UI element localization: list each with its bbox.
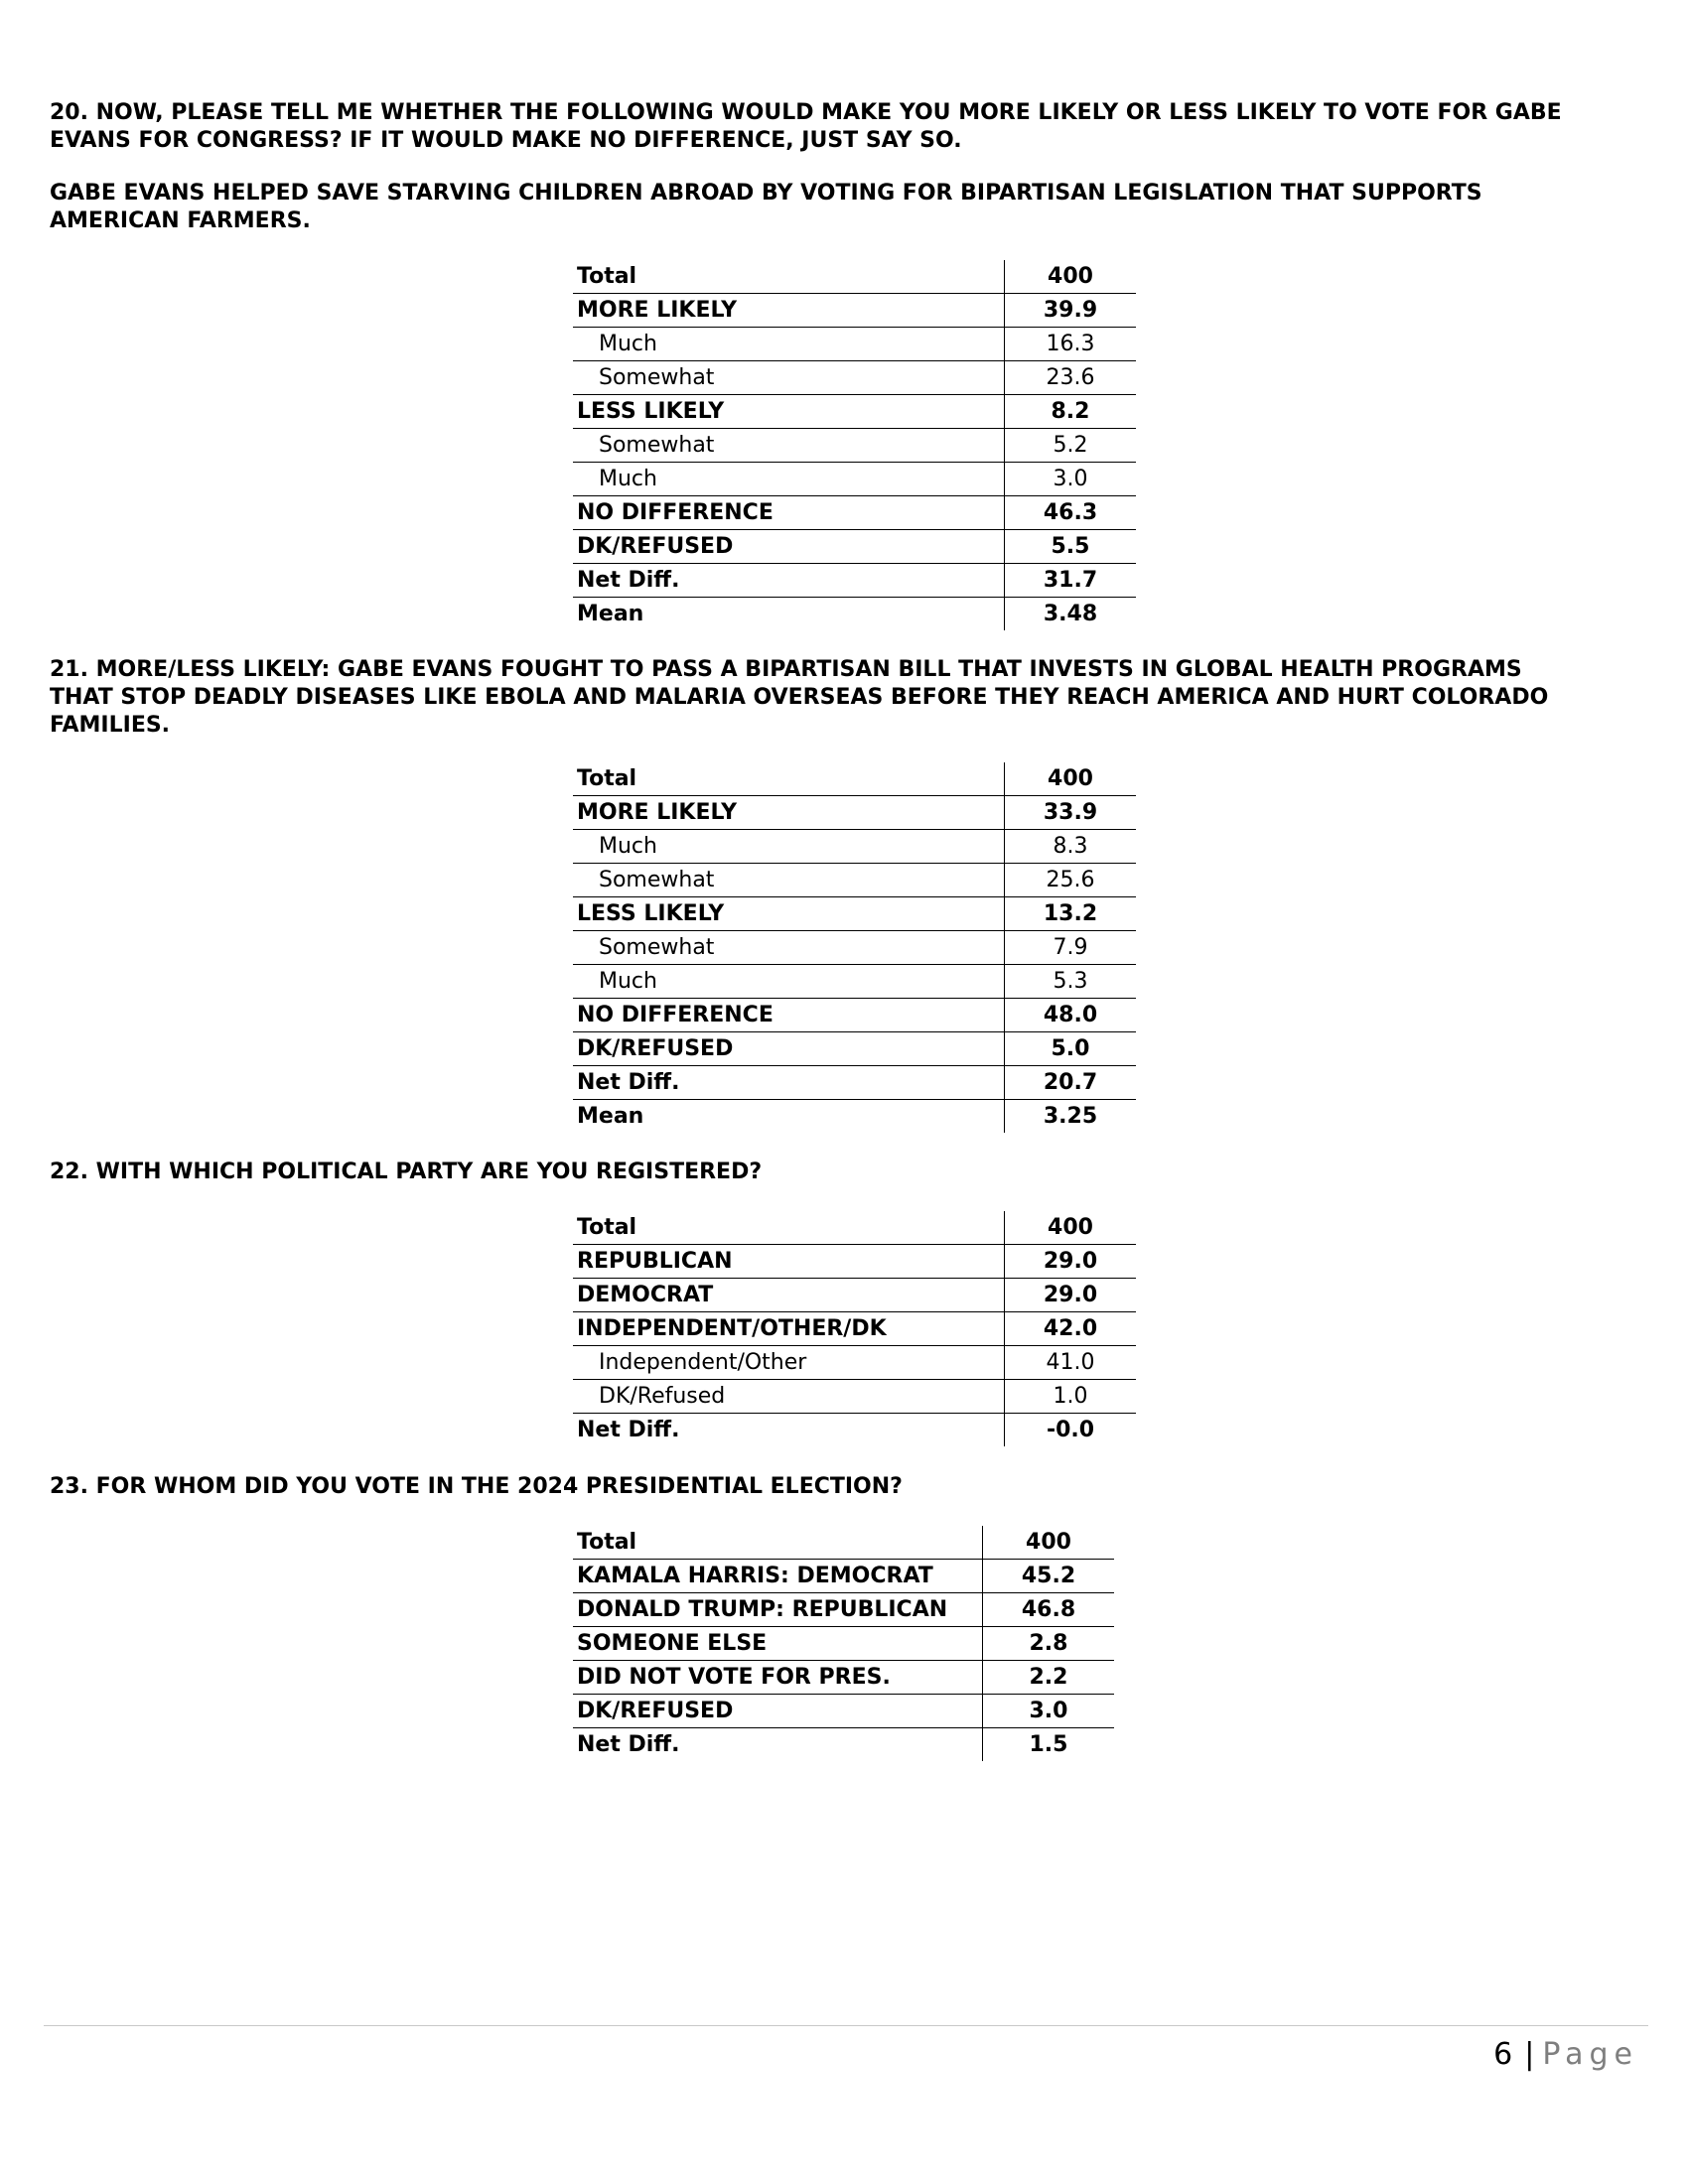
row-value: 13.2 bbox=[1005, 897, 1137, 931]
row-label: Much bbox=[573, 965, 1005, 999]
row-value: 3.0 bbox=[983, 1695, 1115, 1728]
row-value: 29.0 bbox=[1005, 1279, 1137, 1312]
row-value: 31.7 bbox=[1005, 564, 1137, 598]
table-row bbox=[573, 463, 1136, 496]
question-21-table bbox=[573, 762, 1136, 1133]
row-label: Somewhat bbox=[573, 361, 1005, 395]
footer-divider bbox=[44, 2025, 1648, 2026]
row-value: 400 bbox=[983, 1526, 1115, 1560]
row-label: Net Diff. bbox=[573, 1066, 1005, 1100]
row-value: 48.0 bbox=[1005, 999, 1137, 1032]
row-value: 1.5 bbox=[983, 1728, 1115, 1762]
table-row bbox=[573, 361, 1136, 395]
table-row bbox=[573, 1100, 1136, 1134]
page-number: 6 bbox=[1493, 2037, 1513, 2072]
table-row bbox=[573, 1627, 1114, 1661]
table-row bbox=[573, 1279, 1136, 1312]
table-row bbox=[573, 1346, 1136, 1380]
table-row bbox=[573, 1728, 1114, 1762]
table-row bbox=[573, 260, 1136, 294]
table-row bbox=[573, 496, 1136, 530]
row-label: LESS LIKELY bbox=[573, 897, 1005, 931]
table-row bbox=[573, 1526, 1114, 1560]
table-row bbox=[573, 1414, 1136, 1447]
table-row bbox=[573, 1695, 1114, 1728]
question-21-line-2: THAT STOP DEADLY DISEASES LIKE EBOLA AND MALARIA OVERSEAS BEFORE THEY REACH AMERICA AND HURT COLORADO bbox=[50, 685, 1549, 710]
table-row bbox=[573, 395, 1136, 429]
row-label: Total bbox=[573, 1211, 1005, 1245]
question-22-line-1: 22. WITH WHICH POLITICAL PARTY ARE YOU REGISTERED? bbox=[50, 1160, 763, 1184]
row-label: Net Diff. bbox=[573, 564, 1005, 598]
table-row bbox=[573, 530, 1136, 564]
question-22-title bbox=[50, 1159, 1638, 1186]
question-21-line-3: FAMILIES. bbox=[50, 713, 171, 738]
row-label: INDEPENDENT/OTHER/DK bbox=[573, 1312, 1005, 1346]
row-value: 5.5 bbox=[1005, 530, 1137, 564]
question-23-table bbox=[573, 1526, 1114, 1761]
table-row bbox=[573, 931, 1136, 965]
row-label: DEMOCRAT bbox=[573, 1279, 1005, 1312]
question-23-line-1: 23. FOR WHOM DID YOU VOTE IN THE 2024 PRESIDENTIAL ELECTION? bbox=[50, 1474, 903, 1499]
row-label: Somewhat bbox=[573, 429, 1005, 463]
row-label: Total bbox=[573, 762, 1005, 796]
row-label: NO DIFFERENCE bbox=[573, 999, 1005, 1032]
row-value: 8.3 bbox=[1005, 830, 1137, 864]
row-value: 42.0 bbox=[1005, 1312, 1137, 1346]
row-value: 3.48 bbox=[1005, 598, 1137, 631]
row-value: 41.0 bbox=[1005, 1346, 1137, 1380]
table-row bbox=[573, 1312, 1136, 1346]
question-20-line-1: 20. NOW, PLEASE TELL ME WHETHER THE FOLLOWING WOULD MAKE YOU MORE LIKELY OR LESS LIKELY TO VOTE FOR GABE bbox=[50, 100, 1562, 125]
table-row bbox=[573, 897, 1136, 931]
row-label: DONALD TRUMP: REPUBLICAN bbox=[573, 1593, 983, 1627]
table-row bbox=[573, 1211, 1136, 1245]
row-label: Net Diff. bbox=[577, 1418, 680, 1442]
row-value: 29.0 bbox=[1005, 1245, 1137, 1279]
question-20-statement-line-2: AMERICAN FARMERS. bbox=[50, 208, 311, 233]
question-22-table bbox=[573, 1211, 1136, 1446]
row-value: 3.25 bbox=[1005, 1100, 1137, 1134]
row-label: SOMEONE ELSE bbox=[573, 1627, 983, 1661]
question-20-table bbox=[573, 260, 1136, 630]
row-label: Mean bbox=[577, 1104, 644, 1129]
row-value: 45.2 bbox=[983, 1560, 1115, 1593]
row-label: Somewhat bbox=[573, 864, 1005, 897]
row-value: 2.8 bbox=[983, 1627, 1115, 1661]
table-row bbox=[573, 1661, 1114, 1695]
table-row bbox=[573, 598, 1136, 631]
row-label: Much bbox=[573, 328, 1005, 361]
row-value: 400 bbox=[1005, 762, 1137, 796]
row-value: 25.6 bbox=[1005, 864, 1137, 897]
table-row bbox=[573, 864, 1136, 897]
table-row bbox=[573, 999, 1136, 1032]
table-row bbox=[573, 830, 1136, 864]
question-20-statement-line-1: GABE EVANS HELPED SAVE STARVING CHILDREN ABROAD BY VOTING FOR BIPARTISAN LEGISLATION THAT SUPPORTS bbox=[50, 181, 1482, 205]
table-row bbox=[573, 294, 1136, 328]
row-label: MORE LIKELY bbox=[573, 796, 1005, 830]
row-label: DK/Refused bbox=[573, 1380, 1005, 1414]
row-label: DK/REFUSED bbox=[573, 1032, 1005, 1066]
table-row bbox=[573, 1245, 1136, 1279]
table-row bbox=[573, 328, 1136, 361]
table-row bbox=[573, 564, 1136, 598]
table-row bbox=[573, 429, 1136, 463]
row-value: 16.3 bbox=[1005, 328, 1137, 361]
row-label: Much bbox=[573, 463, 1005, 496]
row-value: 400 bbox=[1005, 260, 1137, 294]
row-label: Independent/Other bbox=[573, 1346, 1005, 1380]
row-label: LESS LIKELY bbox=[573, 395, 1005, 429]
row-label: DK/REFUSED bbox=[573, 530, 1005, 564]
table-row bbox=[573, 1560, 1114, 1593]
row-value: 400 bbox=[1005, 1211, 1137, 1245]
row-label: REPUBLICAN bbox=[573, 1245, 1005, 1279]
row-label: Net Diff. bbox=[577, 1732, 680, 1757]
page-label: Page bbox=[1542, 2037, 1638, 2072]
row-label: NO DIFFERENCE bbox=[573, 496, 1005, 530]
table-row bbox=[573, 762, 1136, 796]
page-separator: | bbox=[1524, 2037, 1535, 2072]
row-value: 23.6 bbox=[1005, 361, 1137, 395]
row-value: 46.8 bbox=[983, 1593, 1115, 1627]
row-value: -0.0 bbox=[1005, 1414, 1137, 1447]
row-value: 8.2 bbox=[1005, 395, 1137, 429]
row-label: Much bbox=[573, 830, 1005, 864]
row-value: 1.0 bbox=[1005, 1380, 1137, 1414]
row-label: KAMALA HARRIS: DEMOCRAT bbox=[573, 1560, 983, 1593]
question-20-statement bbox=[50, 180, 1638, 235]
row-label: Total bbox=[573, 1526, 983, 1560]
table-row bbox=[573, 965, 1136, 999]
row-value: 46.3 bbox=[1005, 496, 1137, 530]
question-20-line-2: EVANS FOR CONGRESS? IF IT WOULD MAKE NO DIFFERENCE, JUST SAY SO. bbox=[50, 128, 962, 153]
row-value: 3.0 bbox=[1005, 463, 1137, 496]
table-row bbox=[573, 1032, 1136, 1066]
question-23-title bbox=[50, 1473, 1638, 1501]
table-row bbox=[573, 1066, 1136, 1100]
row-label: DK/REFUSED bbox=[573, 1695, 983, 1728]
row-label: Mean bbox=[577, 602, 644, 626]
table-row bbox=[573, 1593, 1114, 1627]
row-value: 20.7 bbox=[1005, 1066, 1137, 1100]
question-20-title bbox=[50, 99, 1638, 155]
table-row bbox=[573, 1380, 1136, 1414]
row-label: Somewhat bbox=[573, 931, 1005, 965]
row-value: 5.2 bbox=[1005, 429, 1137, 463]
row-value: 2.2 bbox=[983, 1661, 1115, 1695]
row-label: Total bbox=[573, 260, 1005, 294]
row-label: MORE LIKELY bbox=[573, 294, 1005, 328]
row-value: 7.9 bbox=[1005, 931, 1137, 965]
page-footer bbox=[1493, 2037, 1638, 2072]
row-value: 5.3 bbox=[1005, 965, 1137, 999]
row-value: 39.9 bbox=[1005, 294, 1137, 328]
row-value: 33.9 bbox=[1005, 796, 1137, 830]
row-label: DID NOT VOTE FOR PRES. bbox=[573, 1661, 983, 1695]
row-value: 5.0 bbox=[1005, 1032, 1137, 1066]
question-21-line-1: 21. MORE/LESS LIKELY: GABE EVANS FOUGHT TO PASS A BIPARTISAN BILL THAT INVESTS IN GLOBAL HEALTH PROGRAMS bbox=[50, 657, 1522, 682]
question-21-title bbox=[50, 656, 1638, 740]
table-row bbox=[573, 796, 1136, 830]
